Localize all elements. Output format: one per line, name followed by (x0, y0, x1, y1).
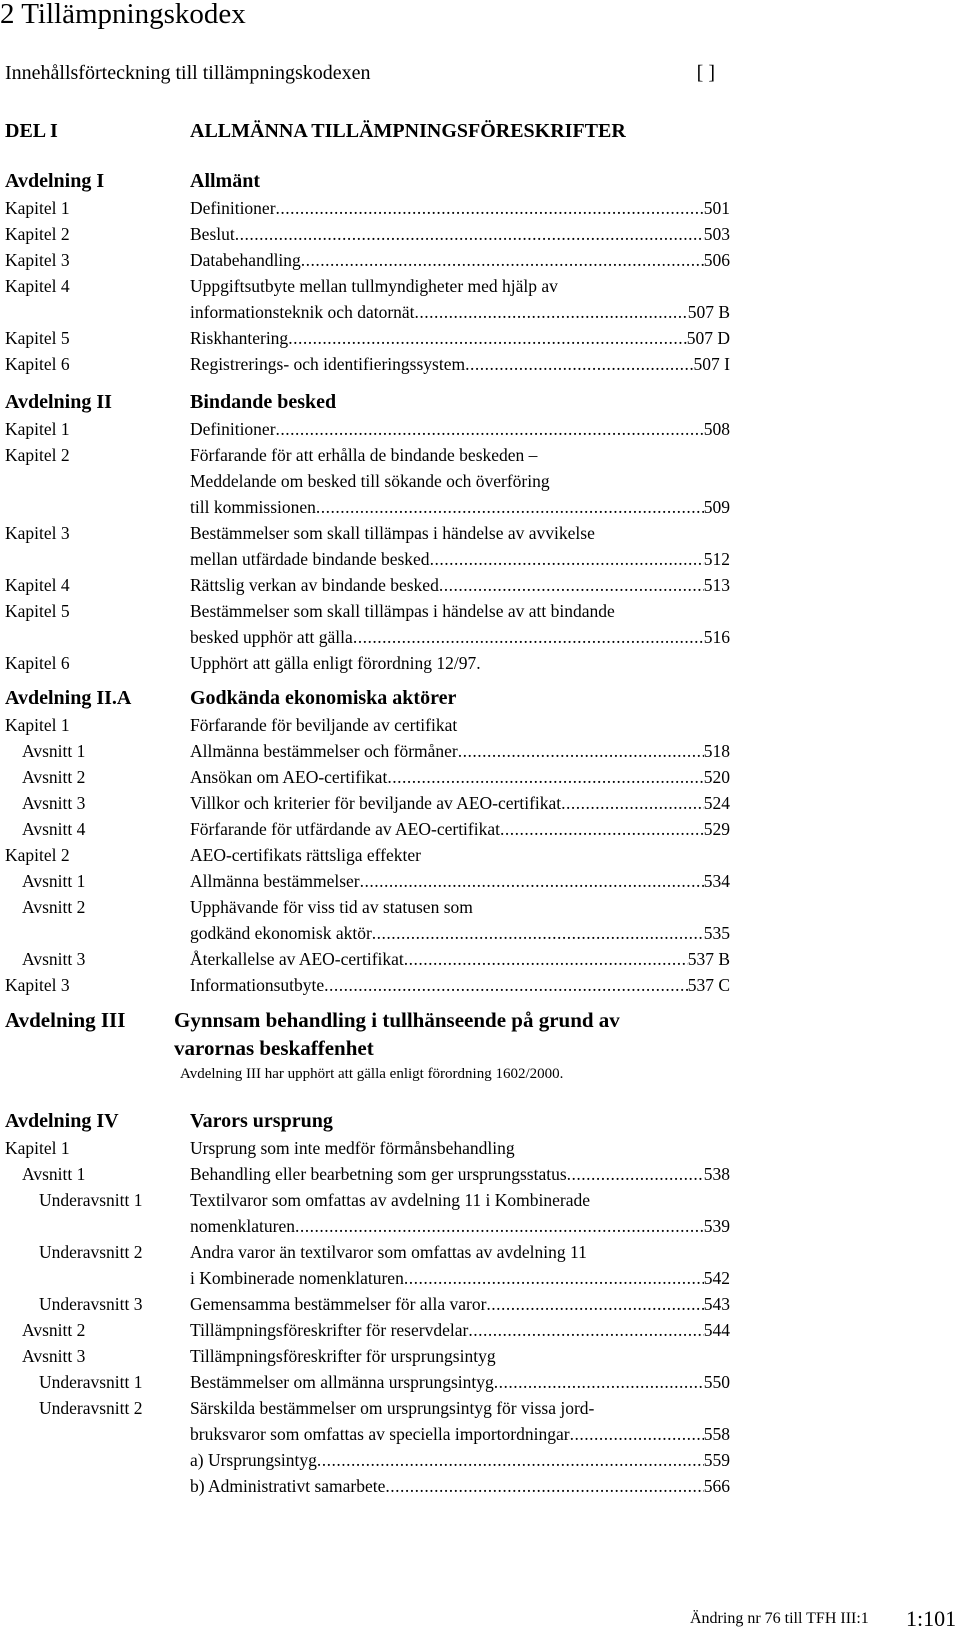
toc-entry-page: 543 (703, 1294, 730, 1314)
section-label: Avdelning II (5, 391, 112, 413)
toc-entry-text: Textilvaror som omfattas av avdelning 11 i Kombinerade (190, 1190, 591, 1210)
toc-entry-text: Bestämmelser om allmänna ursprungsintyg (190, 1372, 494, 1392)
toc-entry-label: Underavsnitt 3 (39, 1294, 143, 1314)
toc-entry (0, 247, 960, 273)
toc-entry (0, 764, 960, 790)
toc-dot-leader (458, 738, 704, 764)
toc-entry-text-wrap (190, 972, 730, 998)
toc-entry-label: Kapitel 1 (5, 715, 70, 735)
toc-dot-leader (276, 195, 704, 221)
toc-entry-text-wrap (190, 494, 730, 520)
toc-entry-page: 512 (703, 549, 730, 569)
toc-entry-text-wrap (190, 868, 730, 894)
toc-entry-text: Ursprung som inte medför förmånsbehandling (190, 1138, 515, 1158)
toc-entry-text: Tillämpningsföreskrifter för ursprungsintyg (190, 1346, 496, 1366)
del-label: DEL I (5, 120, 58, 142)
toc-entry (0, 546, 960, 572)
toc-dot-leader (404, 1265, 704, 1291)
toc-dot-leader (387, 764, 703, 790)
toc-entry (0, 712, 960, 738)
toc-entry (0, 1291, 960, 1317)
toc-entry-text-wrap (190, 650, 730, 676)
avdelning-3-note: Avdelning III har upphört att gälla enligt förordning 1602/2000. (180, 1066, 564, 1082)
toc-entry-text: Beslut (190, 224, 235, 244)
toc-entry-page: 520 (703, 767, 730, 787)
toc-entry (0, 1265, 960, 1291)
toc-entry-text-wrap (190, 1187, 730, 1213)
toc-entry-text-wrap (190, 442, 730, 468)
toc-entry (0, 195, 960, 221)
toc-entry-page: 539 (703, 1216, 730, 1236)
toc-entry-text: Meddelande om besked till sökande och överföring (190, 471, 550, 491)
toc-entry (0, 1369, 960, 1395)
toc-entry (0, 1135, 960, 1161)
toc-entry (0, 1161, 960, 1187)
toc-entry-text-wrap (190, 712, 730, 738)
toc-entry-page: 508 (703, 419, 730, 439)
section-avdelning-2a (0, 684, 960, 998)
toc-heading (5, 62, 715, 85)
toc-entry (0, 1187, 960, 1213)
toc-entry-text-wrap (190, 946, 730, 972)
toc-entry-text-wrap (190, 1395, 730, 1421)
toc-entry-label: Avsnitt 3 (22, 793, 86, 813)
toc-dot-leader (430, 546, 704, 572)
footer-text: Ändring nr 76 till TFH III:1 (690, 1610, 869, 1627)
section-avdelning-4 (0, 1107, 960, 1499)
toc-entry-text: Bestämmelser som skall tillämpas i händelse av avvikelse (190, 523, 595, 543)
toc-entry-text: Tillämpningsföreskrifter för reservdelar (190, 1320, 469, 1340)
toc-entry-label: Kapitel 6 (5, 354, 70, 374)
toc-entry-label: Kapitel 3 (5, 975, 70, 995)
toc-entry-label: Kapitel 3 (5, 250, 70, 270)
toc-entry-text: godkänd ekonomisk aktör (190, 923, 372, 943)
toc-entry-label: Avsnitt 1 (22, 871, 86, 891)
toc-entry (0, 494, 960, 520)
toc-entry-page: 509 (703, 497, 730, 517)
toc-entry-text: Allmänna bestämmelser och förmåner (190, 741, 458, 761)
section-heading (0, 388, 960, 416)
toc-entry (0, 520, 960, 546)
toc-entry-text: Uppgiftsutbyte mellan tullmyndigheter med hjälp av (190, 276, 558, 296)
toc-entry-page: 524 (703, 793, 730, 813)
toc-entry-text-wrap (190, 195, 730, 221)
toc-entry-text-wrap (190, 1473, 730, 1499)
toc-entry-page: 507 I (693, 354, 730, 374)
section-avdelning-2 (0, 388, 960, 676)
toc-entry-text: Ansökan om AEO-certifikat (190, 767, 388, 787)
toc-dot-leader (324, 972, 688, 998)
toc-entry (0, 221, 960, 247)
toc-entry (0, 738, 960, 764)
toc-entry-label: Avsnitt 4 (22, 819, 86, 839)
toc-entry-text: Förfarande för beviljande av certifikat (190, 715, 458, 735)
page-footer (690, 1606, 957, 1631)
section-heading (0, 1107, 960, 1135)
toc-dot-leader (439, 572, 704, 598)
toc-entry-text: Behandling eller bearbetning som ger ursprungsstatus (190, 1164, 567, 1184)
toc-entry (0, 816, 960, 842)
toc-entry-text: Upphört att gälla enligt förordning 12/97. (190, 653, 481, 673)
toc-entry-label: Avsnitt 2 (22, 1320, 86, 1340)
toc-entry-label: Kapitel 2 (5, 224, 70, 244)
toc-entry-text: b) Administrativt samarbete (190, 1476, 386, 1496)
toc-entry (0, 468, 960, 494)
toc-entry-page: 542 (703, 1268, 730, 1288)
toc-entry-text: Förfarande för att erhålla de bindande beskeden – (190, 445, 538, 465)
toc-entry-text: Allmänna bestämmelser (190, 871, 360, 891)
toc-dot-leader (385, 1473, 703, 1499)
toc-entry-text-wrap (190, 221, 730, 247)
toc-entry-text: Förfarande för utfärdande av AEO-certifikat (190, 819, 500, 839)
toc-entry-text: nomenklaturen (190, 1216, 295, 1236)
toc-entry-page: 507 B (687, 302, 730, 322)
toc-dot-leader (317, 1447, 704, 1473)
toc-entry-page: 538 (703, 1164, 730, 1184)
toc-entry-text-wrap (190, 572, 730, 598)
toc-entry-label: Kapitel 6 (5, 653, 70, 673)
toc-entry (0, 868, 960, 894)
toc-entry-label: Kapitel 3 (5, 523, 70, 543)
toc-entry-text: informationsteknik och datornät (190, 302, 415, 322)
toc-entry-page: 550 (703, 1372, 730, 1392)
toc-entry (0, 1473, 960, 1499)
toc-entry (0, 273, 960, 299)
toc-entry-page: 529 (703, 819, 730, 839)
toc-bracket: [ ] (696, 62, 715, 84)
toc-entry-text-wrap (190, 520, 730, 546)
toc-entry-label: Avsnitt 2 (22, 897, 86, 917)
toc-dot-leader (316, 494, 704, 520)
section-label: Avdelning IV (5, 1110, 119, 1132)
toc-entry (0, 1421, 960, 1447)
toc-entry-text: AEO-certifikats rättsliga effekter (190, 845, 421, 865)
toc-entry-page: 534 (703, 871, 730, 891)
toc-entry-text-wrap (190, 1291, 730, 1317)
toc-entry-text-wrap (190, 1213, 730, 1239)
toc-entry-page: 537 C (687, 975, 730, 995)
toc-entry-label: Avsnitt 3 (22, 1346, 86, 1366)
toc-entry-text: Databehandling (190, 250, 301, 270)
toc-entry-label: Kapitel 1 (5, 419, 70, 439)
toc-entry (0, 972, 960, 998)
toc-dot-leader (561, 790, 704, 816)
toc-entry-text-wrap (190, 894, 730, 920)
toc-dot-leader (288, 325, 687, 351)
toc-entry-label: Kapitel 2 (5, 845, 70, 865)
toc-dot-leader (567, 1161, 704, 1187)
toc-entry (0, 598, 960, 624)
del-title: ALLMÄNNA TILLÄMPNINGSFÖRESKRIFTER (190, 120, 626, 142)
toc-entry (0, 442, 960, 468)
toc-entry (0, 624, 960, 650)
toc-entry-text: Gemensamma bestämmelser för alla varor (190, 1294, 487, 1314)
avdelning-3-label: Avdelning III (5, 1008, 126, 1032)
toc-entry-text-wrap (190, 416, 730, 442)
toc-entry-text-wrap (190, 1421, 730, 1447)
toc-dot-leader (404, 946, 688, 972)
toc-dot-leader (372, 920, 704, 946)
toc-entry (0, 1395, 960, 1421)
toc-entry (0, 572, 960, 598)
toc-dot-leader (360, 868, 704, 894)
toc-entry-label: Avsnitt 1 (22, 741, 86, 761)
toc-entry (0, 894, 960, 920)
toc-entry-text: a) Ursprungsintyg (190, 1450, 317, 1470)
toc-entry-label: Kapitel 5 (5, 601, 70, 621)
toc-entry (0, 842, 960, 868)
toc-entry-text-wrap (190, 738, 730, 764)
section-title: Allmänt (190, 170, 260, 192)
toc-entry-page: 503 (703, 224, 730, 244)
toc-dot-leader (494, 1369, 704, 1395)
toc-entry (0, 299, 960, 325)
toc-entry-text: i Kombinerade nomenklaturen (190, 1268, 404, 1288)
toc-entry-text-wrap (190, 920, 730, 946)
toc-entry-text: Definitioner (190, 198, 276, 218)
toc-entry (0, 1447, 960, 1473)
toc-entry-label: Underavsnitt 1 (39, 1372, 143, 1392)
toc-entry-page: 513 (703, 575, 730, 595)
toc-entry-text-wrap (190, 468, 730, 494)
toc-entry-text-wrap (190, 1317, 730, 1343)
toc-entry-page: 518 (703, 741, 730, 761)
toc-entry-text-wrap (190, 1161, 730, 1187)
toc-entry (0, 416, 960, 442)
toc-entry-label: Underavsnitt 1 (39, 1190, 143, 1210)
toc-dot-leader (276, 416, 704, 442)
toc-entry-text-wrap (190, 325, 730, 351)
toc-entry-text-wrap (190, 1135, 730, 1161)
toc-entry-label: Kapitel 5 (5, 328, 70, 348)
toc-entry-page: 516 (703, 627, 730, 647)
toc-entry-text: Upphävande för viss tid av statusen som (190, 897, 473, 917)
toc-entry-text: Informationsutbyte (190, 975, 325, 995)
toc-entry-page: 507 D (686, 328, 730, 348)
section-label: Avdelning I (5, 170, 105, 192)
toc-entry-text-wrap (190, 299, 730, 325)
section-title: Varors ursprung (190, 1110, 333, 1132)
toc-dot-leader (295, 1213, 704, 1239)
toc-entry-text: Registrerings- och identifieringssystem (190, 354, 466, 374)
toc-entry-text: Återkallelse av AEO-certifikat (190, 949, 404, 969)
toc-entry-text: Särskilda bestämmelser om ursprungsintyg för vissa jord- (190, 1398, 595, 1418)
avdelning-3-title-line2: varornas beskaffenhet (174, 1036, 374, 1060)
toc-entry-label: Underavsnitt 2 (39, 1242, 143, 1262)
toc-entry-page: 566 (703, 1476, 730, 1496)
toc-entry (0, 1317, 960, 1343)
toc-entry-text: bruksvaror som omfattas av speciella importordningar (190, 1424, 570, 1444)
footer-page-number: 1:101 (906, 1606, 957, 1631)
toc-entry-text: Rättslig verkan av bindande besked (190, 575, 439, 595)
toc-dot-leader (465, 351, 693, 377)
toc-entry-text: Riskhantering (190, 328, 289, 348)
toc-entry-label: Avsnitt 1 (22, 1164, 86, 1184)
toc-entry (0, 1239, 960, 1265)
section-title: Godkända ekonomiska aktörer (190, 687, 457, 709)
toc-entry-label: Kapitel 2 (5, 445, 70, 465)
toc-entry-text: Definitioner (190, 419, 276, 439)
toc-entry-page: 537 B (687, 949, 730, 969)
toc-entry-text-wrap (190, 842, 730, 868)
toc-dot-leader (353, 624, 704, 650)
page-title: 2 Tillämpningskodex (0, 0, 246, 30)
toc-entry-page: 501 (703, 198, 730, 218)
toc-entry-text-wrap (190, 247, 730, 273)
toc-entry (0, 1213, 960, 1239)
toc-entry-label: Avsnitt 3 (22, 949, 86, 969)
toc-entry-page: 544 (703, 1320, 730, 1340)
toc-entry-text-wrap (190, 351, 730, 377)
toc-entry-page: 559 (703, 1450, 730, 1470)
toc-entry (0, 946, 960, 972)
toc-entry-text: Andra varor än textilvaror som omfattas av avdelning 11 (190, 1242, 587, 1262)
toc-entry (0, 920, 960, 946)
toc-entry-text-wrap (190, 764, 730, 790)
toc-entry-text-wrap (190, 790, 730, 816)
section-heading (0, 684, 960, 712)
toc-entry-text-wrap (190, 1369, 730, 1395)
section-avdelning-1 (0, 167, 960, 377)
toc-dot-leader (486, 1291, 703, 1317)
toc-entry-page: 558 (703, 1424, 730, 1444)
toc-entry-text-wrap (190, 273, 730, 299)
toc-dot-leader (235, 221, 704, 247)
toc-entry-text: besked upphör att gälla (190, 627, 353, 647)
toc-entry-text: Villkor och kriterier för beviljande av AEO-certifikat (190, 793, 562, 813)
toc-entry-label: Avsnitt 2 (22, 767, 86, 787)
toc-entry-label: Kapitel 1 (5, 1138, 70, 1158)
toc-heading-text: Innehållsförteckning till tillämpningskodexen (5, 62, 371, 84)
avdelning-3-title-line1: Gynnsam behandling i tullhänseende på grund av (174, 1008, 620, 1032)
toc-entry-label: Kapitel 1 (5, 198, 70, 218)
section-heading (0, 167, 960, 195)
section-title: Bindande besked (190, 391, 337, 413)
toc-entry-text-wrap (190, 1239, 730, 1265)
toc-entry-label: Kapitel 4 (5, 276, 70, 296)
toc-entry-text-wrap (190, 1265, 730, 1291)
section-label: Avdelning II.A (5, 687, 132, 709)
toc-dot-leader (301, 247, 704, 273)
toc-entry-text-wrap (190, 546, 730, 572)
toc-entry-text-wrap (190, 1447, 730, 1473)
toc-entry-text-wrap (190, 1343, 730, 1369)
toc-dot-leader (415, 299, 688, 325)
toc-entry-page: 506 (703, 250, 730, 270)
toc-entry (0, 351, 960, 377)
toc-entry-text-wrap (190, 598, 730, 624)
toc-entry-page: 535 (703, 923, 730, 943)
toc-entry-text: mellan utfärdade bindande besked (190, 549, 430, 569)
toc-entry-label: Kapitel 4 (5, 575, 70, 595)
toc-entry (0, 1343, 960, 1369)
toc-dot-leader (468, 1317, 703, 1343)
toc-dot-leader (570, 1421, 704, 1447)
toc-entry-label: Underavsnitt 2 (39, 1398, 143, 1418)
toc-dot-leader (500, 816, 704, 842)
toc-entry (0, 650, 960, 676)
toc-entry (0, 325, 960, 351)
toc-entry (0, 790, 960, 816)
toc-entry-text-wrap (190, 816, 730, 842)
toc-entry-text: till kommissionen (190, 497, 316, 517)
toc-entry-text-wrap (190, 624, 730, 650)
toc-entry-text: Bestämmelser som skall tillämpas i händelse av att bindande (190, 601, 615, 621)
